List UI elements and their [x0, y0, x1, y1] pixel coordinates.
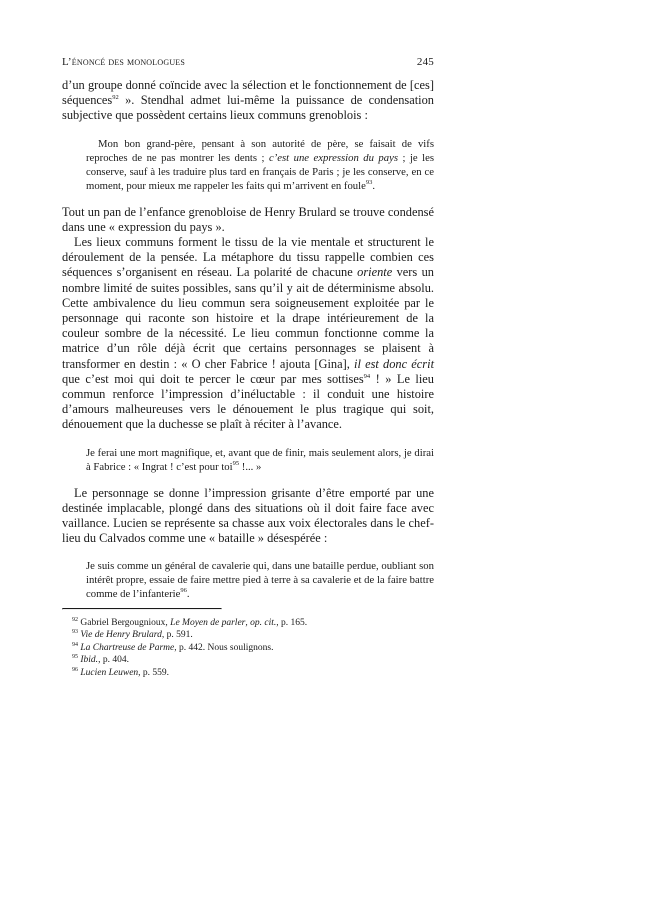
text-span: , p. 404.	[98, 655, 129, 666]
italic-span: Lucien Leuwen	[80, 667, 139, 678]
body-text-2	[62, 205, 434, 433]
footnote-96	[62, 667, 434, 679]
footnote-ref: 93	[365, 178, 373, 186]
body-text-3	[62, 486, 434, 547]
italic-span: op. cit.	[250, 618, 277, 628]
text-span: ; je les conserve, sauf à les traduire plus tard en français de Paris ; je les conserve, en ce moment, pour mieux me rappeler les faits qui m’arrivent en foule	[86, 151, 434, 192]
italic-span: oriente	[357, 265, 393, 280]
footnote-number: 92	[72, 617, 78, 623]
paragraph-4: Le personnage se donne l’impression grisante d’être emporté par une destinée implacable, plongé dans des situations où il doit faire face avec vaillance. Lucien se représente sa chasse aux voix électorales dans le chef-lieu du Calvados comme une « bataille » désespérée :	[62, 485, 434, 546]
body-text	[62, 78, 434, 124]
footnote-number: 95	[72, 654, 78, 661]
text-span: ,	[245, 618, 251, 628]
text-span: .	[186, 588, 190, 601]
text-span: vers un nombre limité de suites possibles, sans qu’il y ait de déterminisme absolu. Cette ambivalence du lieu commun sera soigneusement exploitée par le personnage qui raconte son histoire et la drape intérieurement de la couleur sombre de la nécessité. Le lieu commun fonctionne comme la matrice d’un rôle déjà écrit que certains personnages se plaisent à transformer en destin : « O cher Fabrice ! ajouta [Gina],	[62, 265, 434, 371]
text-span: Je ferai une mort magnifique, et, avant que de finir, mais seulement alors, je dirai à Fabrice : « Ingrat ! c’est pour toi	[86, 446, 434, 473]
text-span: , p. 591.	[161, 630, 193, 641]
footnote-92	[62, 617, 434, 629]
italic-span: c’est une expression du pays	[268, 151, 399, 164]
text-span: ! » Le lieu commun renforce l’impression d’inéluctable : il conduit une histoire d’amours malheureuses vers le dénouement le plus tragique qui soit, dénouement que la duchesse se plaît à réciter à l’avance.	[62, 371, 434, 432]
block-quote-1	[86, 137, 434, 193]
footnote-ref: 95	[232, 459, 240, 467]
text-span: , p. 442. Nous soulignons.	[174, 642, 274, 653]
footnote-number: 94	[72, 641, 78, 648]
page-number: 245	[416, 56, 434, 68]
footnote-ref: 92	[112, 94, 119, 102]
block-quote-3	[86, 559, 434, 601]
text-span: ». Stendhal admet lui-même la puissance de condensation subjective que possèdent certains lieux communs grenoblois :	[62, 93, 434, 123]
text-span: !... »	[239, 460, 262, 473]
footnote-rule	[62, 608, 222, 610]
footnote-93	[62, 629, 434, 641]
running-title: L’énoncé des monologues	[62, 56, 186, 68]
text-span: .	[372, 179, 376, 192]
text-span: , p. 165.	[276, 618, 308, 628]
footnote-ref: 94	[363, 372, 371, 380]
footnote-number: 96	[72, 666, 78, 673]
block-quote-2	[86, 446, 434, 474]
page	[62, 56, 435, 678]
text-span: , p. 559.	[138, 667, 170, 678]
footnote-94	[62, 642, 434, 654]
paragraph-1	[62, 78, 434, 124]
paragraph-3	[62, 235, 434, 433]
text-span: d’un groupe donné coïncide avec la sélection et le fonctionnement de [ces] séquences	[62, 78, 434, 108]
footnote-ref: 96	[180, 587, 187, 595]
italic-span: Vie de Henry Brulard	[80, 630, 162, 641]
italic-span: Le Moyen de parler	[170, 618, 246, 628]
footnote-number: 93	[72, 629, 78, 636]
footnote-95	[62, 654, 434, 666]
italic-span: il est donc écrit	[354, 356, 435, 371]
text-span: Les lieux communs forment le tissu de la vie mentale et structurent le déroulement de la pensée. La métaphore du tissu rappelle combien ces séquences s’organisent en réseau. La polarité de chacune	[62, 235, 434, 280]
text-span: que c’est moi qui doit te percer le cœur par mes sottises	[62, 371, 364, 386]
footnotes	[62, 617, 434, 679]
text-span: Gabriel Bergougnioux,	[80, 618, 171, 628]
italic-span: Ibid.	[80, 655, 99, 666]
running-head	[62, 56, 434, 68]
text-span: Je suis comme un général de cavalerie qui, dans une bataille perdue, oubliant son intérêt propre, essaie de faire mettre pied à terre à sa cavalerie et de la faire battre comme de l’infanterie	[86, 560, 434, 601]
paragraph-2: Tout un pan de l’enfance grenobloise de Henry Brulard se trouve condensé dans une « expression du pays ».	[62, 204, 434, 234]
text-span: Mon bon grand-père, pensant à son autorité de père, se faisait de vifs reproches de ne pas montrer les dents ;	[86, 137, 434, 164]
italic-span: La Chartreuse de Parme	[80, 642, 175, 653]
